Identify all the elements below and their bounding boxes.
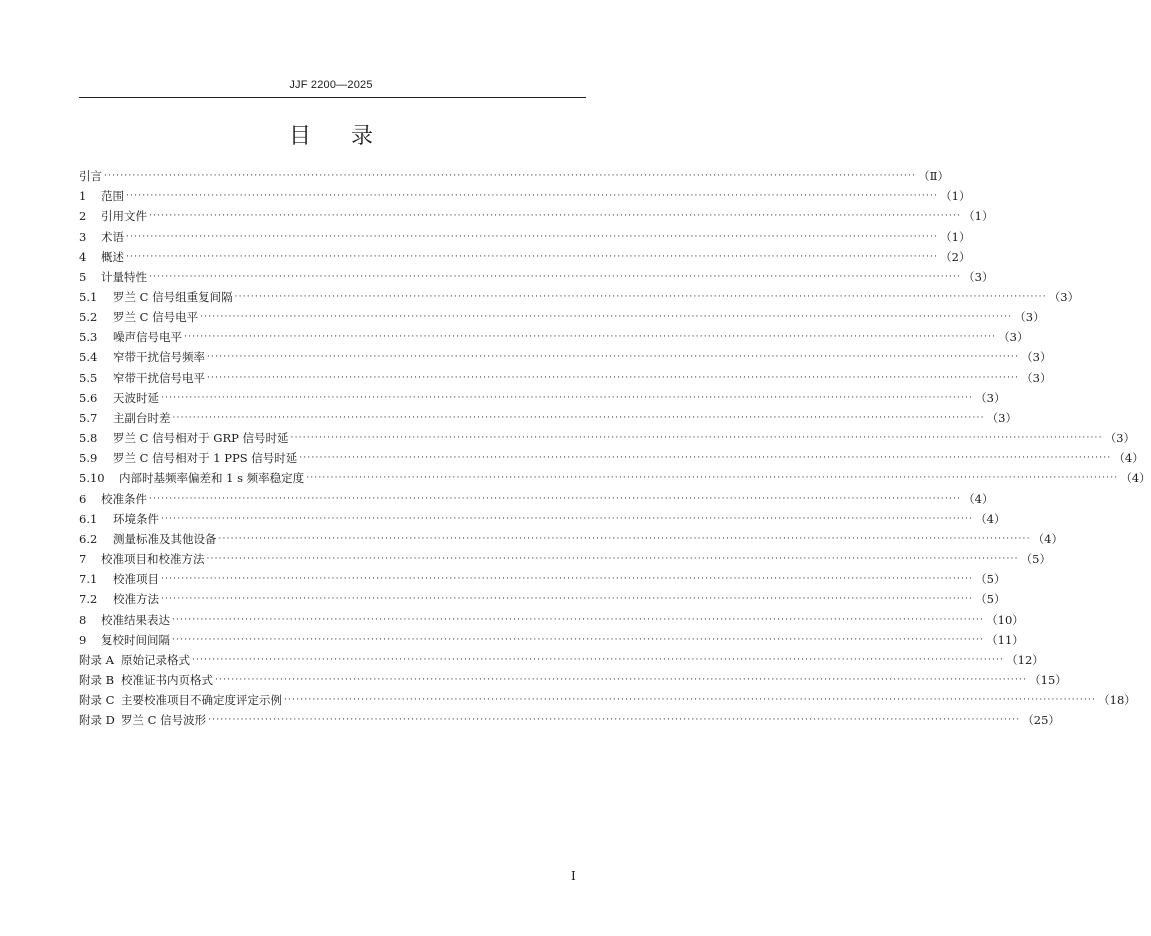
toc-leader-dots: ········································································································································································································: [172, 634, 985, 645]
toc-entry[interactable]: [79, 408, 1017, 428]
toc-entry-number: 附录 B: [79, 672, 115, 687]
toc-entry-number: 6.2: [79, 531, 98, 546]
toc-entry[interactable]: [79, 267, 994, 287]
toc-entry[interactable]: [79, 670, 1067, 690]
toc-entry-number: 3: [79, 229, 87, 244]
toc-entry-page: （4）: [1120, 471, 1151, 486]
toc-entry-title: 计量特性: [101, 269, 147, 284]
toc-entry-number: 附录 A: [79, 652, 114, 667]
toc-entry-number: 7: [79, 552, 87, 567]
toc-entry-number: 7.1: [79, 572, 98, 587]
page-title: 目录: [288, 124, 413, 149]
toc-entry[interactable]: [79, 549, 1051, 569]
toc-entry[interactable]: [79, 226, 971, 246]
toc-entry-page: （3）: [1021, 370, 1052, 385]
toc-entry-page: （3）: [986, 410, 1017, 425]
toc-entry-number: 6.1: [79, 511, 98, 526]
toc-entry[interactable]: [79, 448, 1144, 468]
toc-entry-title: 范围: [101, 189, 124, 204]
toc-entry-title: 原始记录格式: [121, 652, 190, 667]
toc-entry-page: （1）: [963, 209, 994, 224]
toc-leader-dots: ········································································································································································································: [299, 453, 1112, 464]
toc-entry-title: 校准条件: [101, 491, 147, 506]
toc-entry[interactable]: [79, 589, 1006, 609]
toc-entry[interactable]: [79, 630, 1024, 650]
toc-entry[interactable]: [79, 428, 1136, 448]
toc-entry-number: 附录 D: [79, 713, 115, 728]
toc-entry-page: （1）: [940, 189, 971, 204]
toc-entry-number: 5.7: [79, 410, 98, 425]
toc-leader-dots: ········································································································································································································: [161, 513, 974, 524]
toc-entry-title: 环境条件: [113, 511, 159, 526]
toc-entry-number: 5.9: [79, 451, 98, 466]
toc-leader-dots: ········································································································································································································: [207, 372, 1020, 383]
toc-entry[interactable]: [79, 247, 971, 267]
toc-entry-page: （4）: [975, 511, 1006, 526]
toc-entry-number: 7.2: [79, 592, 98, 607]
toc-leader-dots: ········································································································································································································: [192, 654, 1005, 665]
toc-entry-number: 5.8: [79, 431, 98, 446]
toc-entry-number: 5.10: [79, 471, 105, 486]
toc-entry-title: 校准结果表达: [101, 612, 170, 627]
toc-entry-page: （12）: [1006, 652, 1044, 667]
toc-entry[interactable]: [79, 489, 994, 509]
toc-entry-number: 5.2: [79, 310, 98, 325]
toc-entry-title: 内部时基频率偏差和 1 s 频率稳定度: [119, 471, 305, 486]
toc-entry[interactable]: [79, 650, 1044, 670]
toc-leader-dots: ········································································································································································································: [172, 614, 985, 625]
toc-entry-page: （2）: [940, 249, 971, 264]
toc-entry-title: 复校时间间隔: [101, 632, 170, 647]
header-rule: [79, 97, 586, 98]
toc-entry-page: （4）: [963, 491, 994, 506]
toc-entry[interactable]: [79, 569, 1006, 589]
running-header: JJF 2200—2025: [289, 79, 373, 91]
toc-entry[interactable]: [79, 327, 1029, 347]
toc-entry-title: 窄带干扰信号电平: [113, 370, 205, 385]
toc-entry-title: 罗兰 C 信号波形: [121, 713, 207, 728]
toc-entry[interactable]: [79, 287, 1080, 307]
toc-leader-dots: ········································································································································································································: [290, 433, 1103, 444]
toc-entry-page: （18）: [1098, 693, 1136, 708]
toc-entry-number: 4: [79, 249, 87, 264]
toc-leader-dots: ········································································································································································································: [126, 251, 939, 262]
toc-entry-page: （5）: [1020, 552, 1051, 567]
toc-entry-page: （Ⅱ）: [918, 169, 949, 184]
toc-entry-number: 6: [79, 491, 87, 506]
toc-entry[interactable]: [79, 468, 1151, 488]
toc-entry-page: （1）: [940, 229, 971, 244]
toc-entry-title: 校准项目: [113, 572, 159, 587]
toc-entry-page: （15）: [1029, 672, 1067, 687]
toc-entry[interactable]: [79, 710, 1060, 730]
toc-entry-page: （4）: [1113, 451, 1144, 466]
toc-leader-dots: ········································································································································································································: [161, 594, 974, 605]
toc-leader-dots: ········································································································································································································: [126, 231, 939, 242]
toc-entry-title: 窄带干扰信号频率: [113, 350, 205, 365]
toc-leader-dots: ········································································································································································································: [184, 332, 997, 343]
toc-entry-page: （3）: [998, 330, 1029, 345]
toc-entry-number: 2: [79, 209, 87, 224]
toc-entry[interactable]: [79, 388, 1006, 408]
toc-leader-dots: ········································································································································································································: [206, 554, 1019, 565]
toc-leader-dots: ········································································································································································································: [234, 292, 1047, 303]
toc-entry-title: 罗兰 C 信号相对于 GRP 信号时延: [113, 431, 289, 446]
toc-entry[interactable]: [79, 529, 1063, 549]
toc-leader-dots: ········································································································································································································: [215, 674, 1028, 685]
toc-entry-title: 校准证书内页格式: [121, 672, 213, 687]
toc-entry[interactable]: [79, 368, 1052, 388]
toc-entry-page: （10）: [986, 612, 1024, 627]
toc-entry[interactable]: [79, 186, 971, 206]
toc-entry[interactable]: [79, 347, 1052, 367]
toc-entry-title: 引用文件: [101, 209, 147, 224]
toc-entry-number: 附录 C: [79, 693, 115, 708]
toc-entry-page: （25）: [1022, 713, 1060, 728]
toc-entry-title: 天波时延: [113, 390, 159, 405]
toc-entry[interactable]: [79, 609, 1024, 629]
toc-leader-dots: ········································································································································································································: [207, 352, 1020, 363]
toc-entry-number: 5.1: [79, 290, 98, 305]
toc-entry-number: 5: [79, 269, 87, 284]
toc-entry-title: 引言: [79, 169, 102, 184]
toc-leader-dots: ········································································································································································································: [104, 171, 917, 182]
toc-entry-title: 罗兰 C 信号组重复间隔: [113, 290, 233, 305]
toc-entry-number: 8: [79, 612, 87, 627]
toc-leader-dots: ········································································································································································································: [306, 473, 1119, 484]
toc-entry-page: （3）: [1021, 350, 1052, 365]
table-of-contents: [79, 166, 1151, 730]
toc-entry-title: 测量标准及其他设备: [113, 531, 217, 546]
toc-entry-title: 罗兰 C 信号电平: [113, 310, 199, 325]
toc-entry[interactable]: [79, 690, 1136, 710]
toc-leader-dots: ········································································································································································································: [208, 715, 1021, 726]
toc-entry-title: 校准项目和校准方法: [101, 552, 205, 567]
toc-leader-dots: ········································································································································································································: [161, 574, 974, 585]
toc-entry-page: （11）: [986, 632, 1024, 647]
toc-leader-dots: ········································································································································································································: [218, 533, 1031, 544]
toc-leader-dots: ········································································································································································································: [126, 191, 939, 202]
toc-entry-number: 9: [79, 632, 87, 647]
toc-entry-title: 罗兰 C 信号相对于 1 PPS 信号时延: [113, 451, 298, 466]
toc-leader-dots: ········································································································································································································: [200, 312, 1013, 323]
toc-entry[interactable]: [79, 166, 949, 186]
toc-entry-page: （5）: [975, 572, 1006, 587]
toc-entry-page: （5）: [975, 592, 1006, 607]
toc-entry-page: （3）: [1014, 310, 1045, 325]
toc-entry-title: 概述: [101, 249, 124, 264]
toc-entry-page: （3）: [963, 269, 994, 284]
toc-leader-dots: ········································································································································································································: [172, 412, 985, 423]
toc-entry-page: （3）: [1104, 431, 1136, 446]
toc-entry-number: 1: [79, 189, 87, 204]
toc-leader-dots: ········································································································································································································: [149, 211, 962, 222]
toc-entry-title: 主副台时差: [113, 410, 171, 425]
toc-entry[interactable]: [79, 206, 994, 226]
toc-leader-dots: ········································································································································································································: [149, 493, 962, 504]
toc-entry-page: （3）: [975, 390, 1006, 405]
toc-entry-page: （3）: [1048, 290, 1080, 305]
toc-entry-page: （4）: [1032, 531, 1063, 546]
toc-entry-title: 主要校准项目不确定度评定示例: [121, 693, 282, 708]
toc-leader-dots: ········································································································································································································: [284, 695, 1097, 706]
toc-leader-dots: ········································································································································································································: [161, 392, 974, 403]
toc-entry-title: 术语: [101, 229, 124, 244]
toc-entry-number: 5.5: [79, 370, 98, 385]
toc-entry-title: 校准方法: [113, 592, 159, 607]
toc-entry[interactable]: [79, 307, 1045, 327]
toc-entry-title: 噪声信号电平: [113, 330, 182, 345]
page-number: I: [571, 869, 576, 883]
toc-entry-number: 5.6: [79, 390, 98, 405]
toc-entry-number: 5.4: [79, 350, 98, 365]
toc-entry[interactable]: [79, 509, 1006, 529]
toc-entry-number: 5.3: [79, 330, 98, 345]
toc-leader-dots: ········································································································································································································: [149, 271, 962, 282]
